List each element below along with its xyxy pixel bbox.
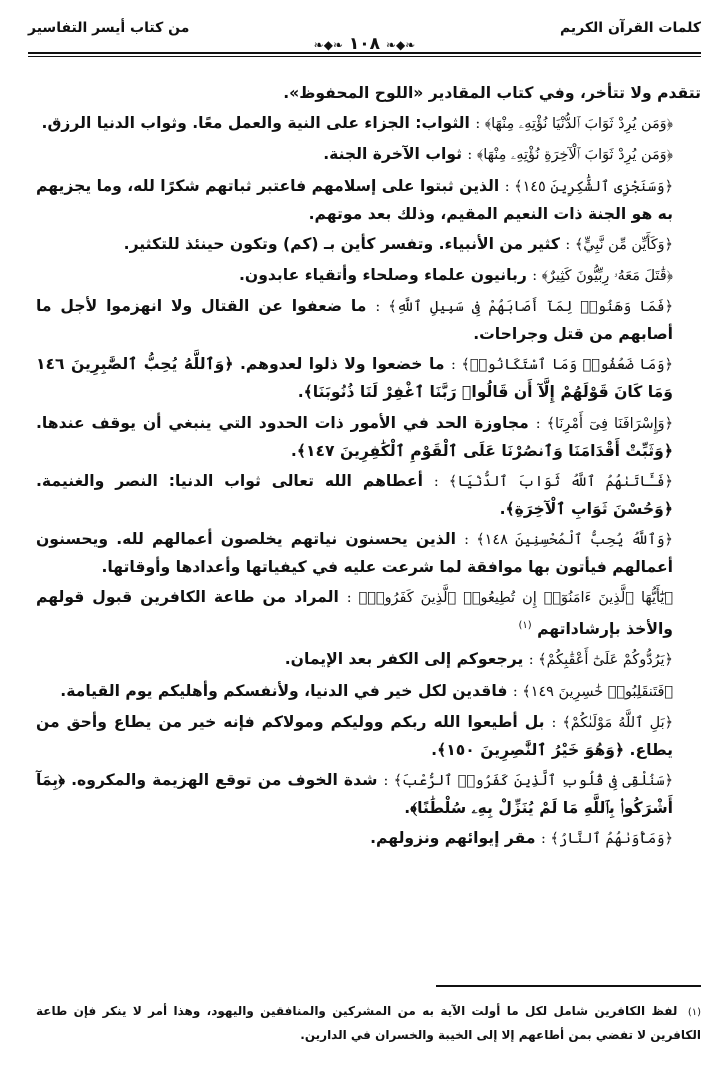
entry-line (36, 173, 701, 228)
quran-phrase: ﴿وَكَأَيِّن مِّن نَّبِيٍّ﴾ : (565, 236, 673, 253)
page-number-value: ١٠٨ (348, 34, 381, 54)
entry-text: ما ضعفوا عن القتال ولا انهزموا لأجل ما أصابهم من قتل وجراحات. (36, 297, 673, 344)
entry-text: ثواب الآخرة الجنة. (323, 145, 462, 164)
quran-phrase: ﴿وَمَا ضَعُفُوا۟ وَمَا ٱسْتَكَانُوا۟﴾ : (450, 357, 673, 374)
entry-text: فاقدين لكل خير في الدنيا، ولأنفسكم وأهليكم يوم القيامة. (60, 681, 508, 700)
entry-line (36, 141, 701, 169)
quran-phrase: ﴿فَتَنقَلِبُوا۟ خَٰسِرِينَ ١٤٩﴾ : (512, 683, 673, 700)
entry-text: ما خضعوا ولا ذلوا لعدوهم. ﴿وَٱللَّهُ يُحِبُّ ٱلصَّٰبِرِينَ ١٤٦ وَمَا كَانَ قَوْلَهُمْ إِلَّآ أَن قَالُوا۟ رَبَّنَا ٱغْفِرْ لَنَا ذُنُوبَنَا﴾. (36, 355, 673, 402)
quran-phrase: ﴿يَرُدُّوكُمْ عَلَىٰٓ أَعْقَٰبِكُمْ﴾ : (528, 652, 673, 669)
entry-text: مجاوزة الحد في الأمور ذات الحدود التي ينبغي أن يوقف عندها. ﴿وَثَبِّتْ أَقْدَامَنَا وَٱنصُرْنَا عَلَى ٱلْقَوْمِ ٱلْكَٰفِرِينَ ١٤٧﴾. (36, 413, 673, 460)
entry-line (36, 526, 701, 581)
quran-phrase: ﴿سَنُلْقِى فِى قُلُوبِ ٱلَّذِينَ كَفَرُوا۟ ٱلرُّعْبَ﴾ : (383, 773, 674, 789)
ornament-icon: ❧◆❧ (313, 38, 344, 52)
entry-text: يرجعوكم إلى الكفر بعد الإيمان. (284, 650, 524, 669)
footnote (36, 1000, 701, 1047)
quran-phrase: ﴿وَإِسْرَافَنَا فِىٓ أَمْرِنَا﴾ : (535, 415, 673, 432)
entry-line (36, 468, 701, 523)
footnote-mark: (١) (687, 1007, 702, 1018)
entry-line (36, 678, 701, 706)
quran-phrase: ﴿يَٰٓأَيُّهَا ٱلَّذِينَ ءَامَنُوٓا۟ إِن تُطِيعُوا۟ ٱلَّذِينَ كَفَرُوا۟﴾ : (346, 590, 673, 607)
entry-line (36, 231, 701, 259)
entry-line (36, 293, 701, 348)
header-left-title: من كتاب أيسر التفاسير (28, 20, 190, 36)
footnote-divider (436, 985, 701, 987)
entry-line (36, 825, 701, 853)
quran-phrase: ﴿فَـَٔاتَىٰهُمُ ٱللَّهُ ثَوَابَ ٱلدُّنْيَا﴾ : (433, 473, 673, 490)
footnote-text: لفظ الكافرين شامل لكل ما أولت الآية به من المشركين والمنافقين واليهود، وهذا أمر لا ينكر فإن طاعة الكافرين لا تفضي بمن أطاعهم إلا إلى الخيبة والخسران في الدارين. (36, 1004, 701, 1042)
entry-line (36, 351, 701, 406)
entry-text: الذين ثبتوا على إسلامهم فاعتبر ثباتهم شكرًا لله، وما يجزيهم به هو الجنة ذات النعيم المقيم، وذلك بعد موتهم. (36, 176, 673, 223)
entry-line (36, 80, 701, 107)
header-divider (28, 52, 701, 57)
entry-line (36, 110, 701, 138)
entry-line (36, 646, 701, 674)
entry-text: المراد من طاعة الكافرين قبول قولهم والأخذ بإرشاداتهم (36, 588, 673, 639)
header-right-title: كلمات القرآن الكريم (559, 20, 701, 36)
entry-text: مقر إيوائهم ونزولهم. (370, 829, 536, 848)
entry-text: شدة الخوف من توقع الهزيمة والمكروه. ﴿بِمَآ أَشْرَكُوا۟ بِٱللَّهِ مَا لَمْ يُنَزِّلْ بِهِۦ سُلْطَٰنًا﴾. (36, 771, 673, 817)
quran-phrase: ﴿وَسَنَجْزِى ٱلشَّٰكِرِينَ ١٤٥﴾ : (504, 178, 673, 195)
quran-phrase: ﴿وَمَن يُرِدْ ثَوَابَ ٱلْآخِرَةِ نُؤْتِهِۦ مِنْهَا﴾ : (467, 147, 673, 164)
entry-line (36, 709, 701, 764)
page-number (314, 34, 416, 54)
commentary-body (36, 80, 701, 856)
footnote-reference[interactable]: (١) (518, 620, 532, 632)
entry-text: بل أطيعوا الله ربكم ووليكم ومولاكم فإنه خير من يطاع وأحق من يطاع. ﴿وَهُوَ خَيْرُ ٱلنَّٰصِرِينَ ١٥٠﴾. (36, 712, 673, 759)
entry-text: كثير من الأنبياء. وتفسر كأين بـ (كم) وتكون حينئذ للتكثير. (123, 234, 560, 253)
quran-phrase: ﴿فَمَا وَهَنُوا۟ لِمَآ أَصَابَهُمْ فِى سَبِيلِ ٱللَّهِ﴾ : (375, 299, 673, 316)
quran-phrase: ﴿قَٰتَلَ مَعَهُۥ رِبِّيُّونَ كَثِيرٌ﴾ : (532, 267, 673, 284)
entry-line (36, 262, 701, 290)
quran-phrase: ﴿بَلِ ٱللَّهُ مَوْلَىٰكُمْ﴾ : (551, 714, 674, 731)
entry-text: تتقدم ولا تتأخر، وفي كتاب المقادير «اللوح المحفوظ». (283, 84, 701, 102)
running-header (28, 20, 701, 56)
entry-line (36, 767, 701, 822)
quran-phrase: ﴿وَٱللَّهُ يُحِبُّ ٱلْمُحْسِنِينَ ١٤٨﴾ : (464, 531, 673, 548)
entry-line (36, 410, 701, 465)
entry-text: الثواب: الجزاء على النية والعمل معًا. وثواب الدنيا الرزق. (41, 114, 470, 133)
quran-phrase: ﴿وَمَن يُرِدْ ثَوَابَ ٱلدُّنْيَا نُؤْتِهِۦ مِنْهَا﴾ : (475, 116, 673, 133)
quran-phrase: ﴿وَمَأْوَىٰهُمُ ٱلنَّارُ﴾ : (540, 831, 673, 848)
entry-line (36, 584, 701, 643)
entry-text: الذين يحسنون نياتهم يخلصون أعمالهم لله. ويحسنون أعمالهم فيأتون بها موافقة لما شرعت عليه في كيفياتها وأعدادها وأوقاتها. (36, 529, 673, 576)
entry-text: أعطاهم الله تعالى ثواب الدنيا: النصر والغنيمة. ﴿وَحُسْنَ ثَوَابِ ٱلْآخِرَةِ﴾. (36, 471, 673, 518)
ornament-icon: ❧◆❧ (385, 38, 416, 52)
entry-text: ربانيون علماء وصلحاء وأتقياء عابدون. (238, 265, 527, 284)
